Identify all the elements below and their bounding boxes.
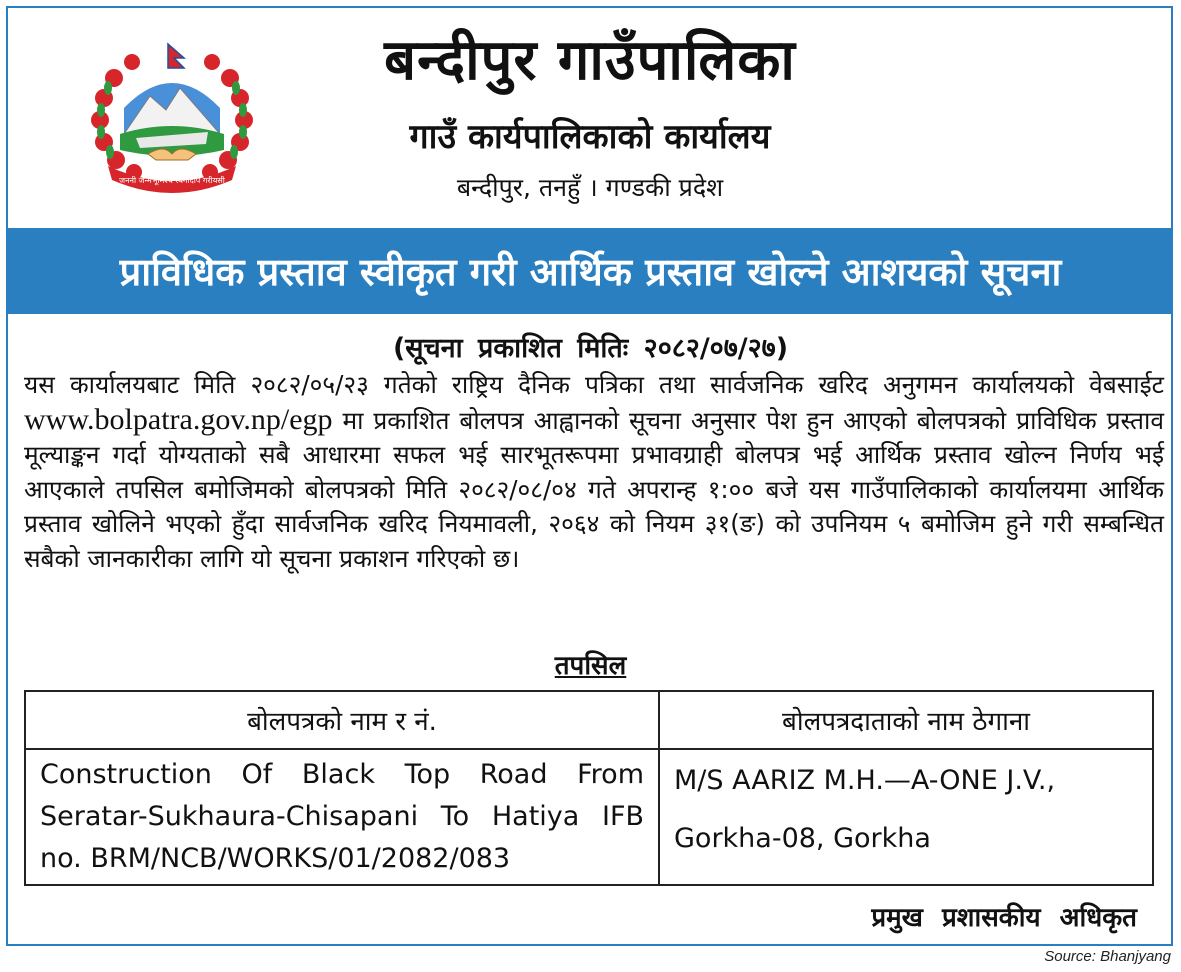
bid-table [24, 690, 1154, 886]
bid-name-cell: Construction Of Black Top Road From Seratar-Sukhaura-Chisapani To Hatiya IFB no. BRM/NCB/WORKS/01/2082/083 [25, 749, 659, 885]
column-header-bidder: बोलपत्रदाताको नाम ठेगाना [659, 691, 1153, 749]
office-name: गाउँ कार्यपालिकाको कार्यालय [409, 117, 771, 157]
nepal-government-emblem-icon [84, 38, 260, 194]
table-header-row [25, 691, 1153, 749]
bidder-cell [659, 749, 1153, 885]
emblem-motto: जननी जन्मभूमिश्च स्वर्गादपि गरीयसी [119, 176, 225, 185]
bidder-address: Gorkha-08, Gorkha [674, 823, 931, 854]
website-link[interactable]: www.bolpatra.gov.np/egp [24, 402, 333, 436]
notice-heading-banner [8, 228, 1173, 314]
notice-body-part2: मा प्रकाशित बोलपत्र आह्वानको सूचना अनुसार पेश हुन आएको बोलपत्रको प्राविधिक प्रस्ताव मूल्याङ्कन गर्दा योग्यताको सबै आधारमा सफल भई सारभूतरूपमा प्रभावग्राही बोलपत्र भई आर्थिक प्रस्ताव खोल्न निर्णय भई आएकाले तपसिल बमोजिमको बोलपत्रको मिति २०८२/०८/०४ गते अपरान्ह १:०० बजे यस गाउँपालिकाको कार्यालयमा आर्थिक प्रस्ताव खोलिने भएको हुँदा सार्वजनिक खरिद नियमावली, २०६४ को नियम ३१(ङ) को उपनियम ५ बमोजिम हुने गरी सम्बन्धित सबैको जानकारीका लागि यो सूचना प्रकाशन गरिएको छ। [24, 405, 1164, 573]
schedule-heading: तपसिल [554, 651, 627, 681]
table-row [25, 749, 1153, 885]
signatory-title: प्रमुख प्रशासकीय अधिकृत [871, 903, 1137, 933]
office-address: बन्दीपुर, तनहुँ । गण्डकी प्रदेश [456, 173, 724, 202]
bidder-name: M/S AARIZ M.H.—A-ONE J.V., [674, 765, 1056, 796]
notice-body-part1: यस कार्यालयबाट मिति २०८२/०५/२३ गतेको राष्ट्रिय दैनिक पत्रिका तथा सार्वजनिक खरिद अनुगमन कार्यालयको वेबसाईट [24, 370, 1164, 399]
published-date: (सूचना प्रकाशित मितिः २०८२/०७/२७) [392, 333, 789, 364]
notice-body [24, 368, 1164, 576]
column-header-bid-name: बोलपत्रको नाम र नं. [25, 691, 659, 749]
municipality-name: बन्दीपुर गाउँपालिका [384, 28, 796, 93]
notice-heading: प्राविधिक प्रस्ताव स्वीकृत गरी आर्थिक प्रस्ताव खोल्ने आशयको सूचना [119, 250, 1062, 294]
source-credit: Source: Bhanjyang [1044, 948, 1171, 965]
